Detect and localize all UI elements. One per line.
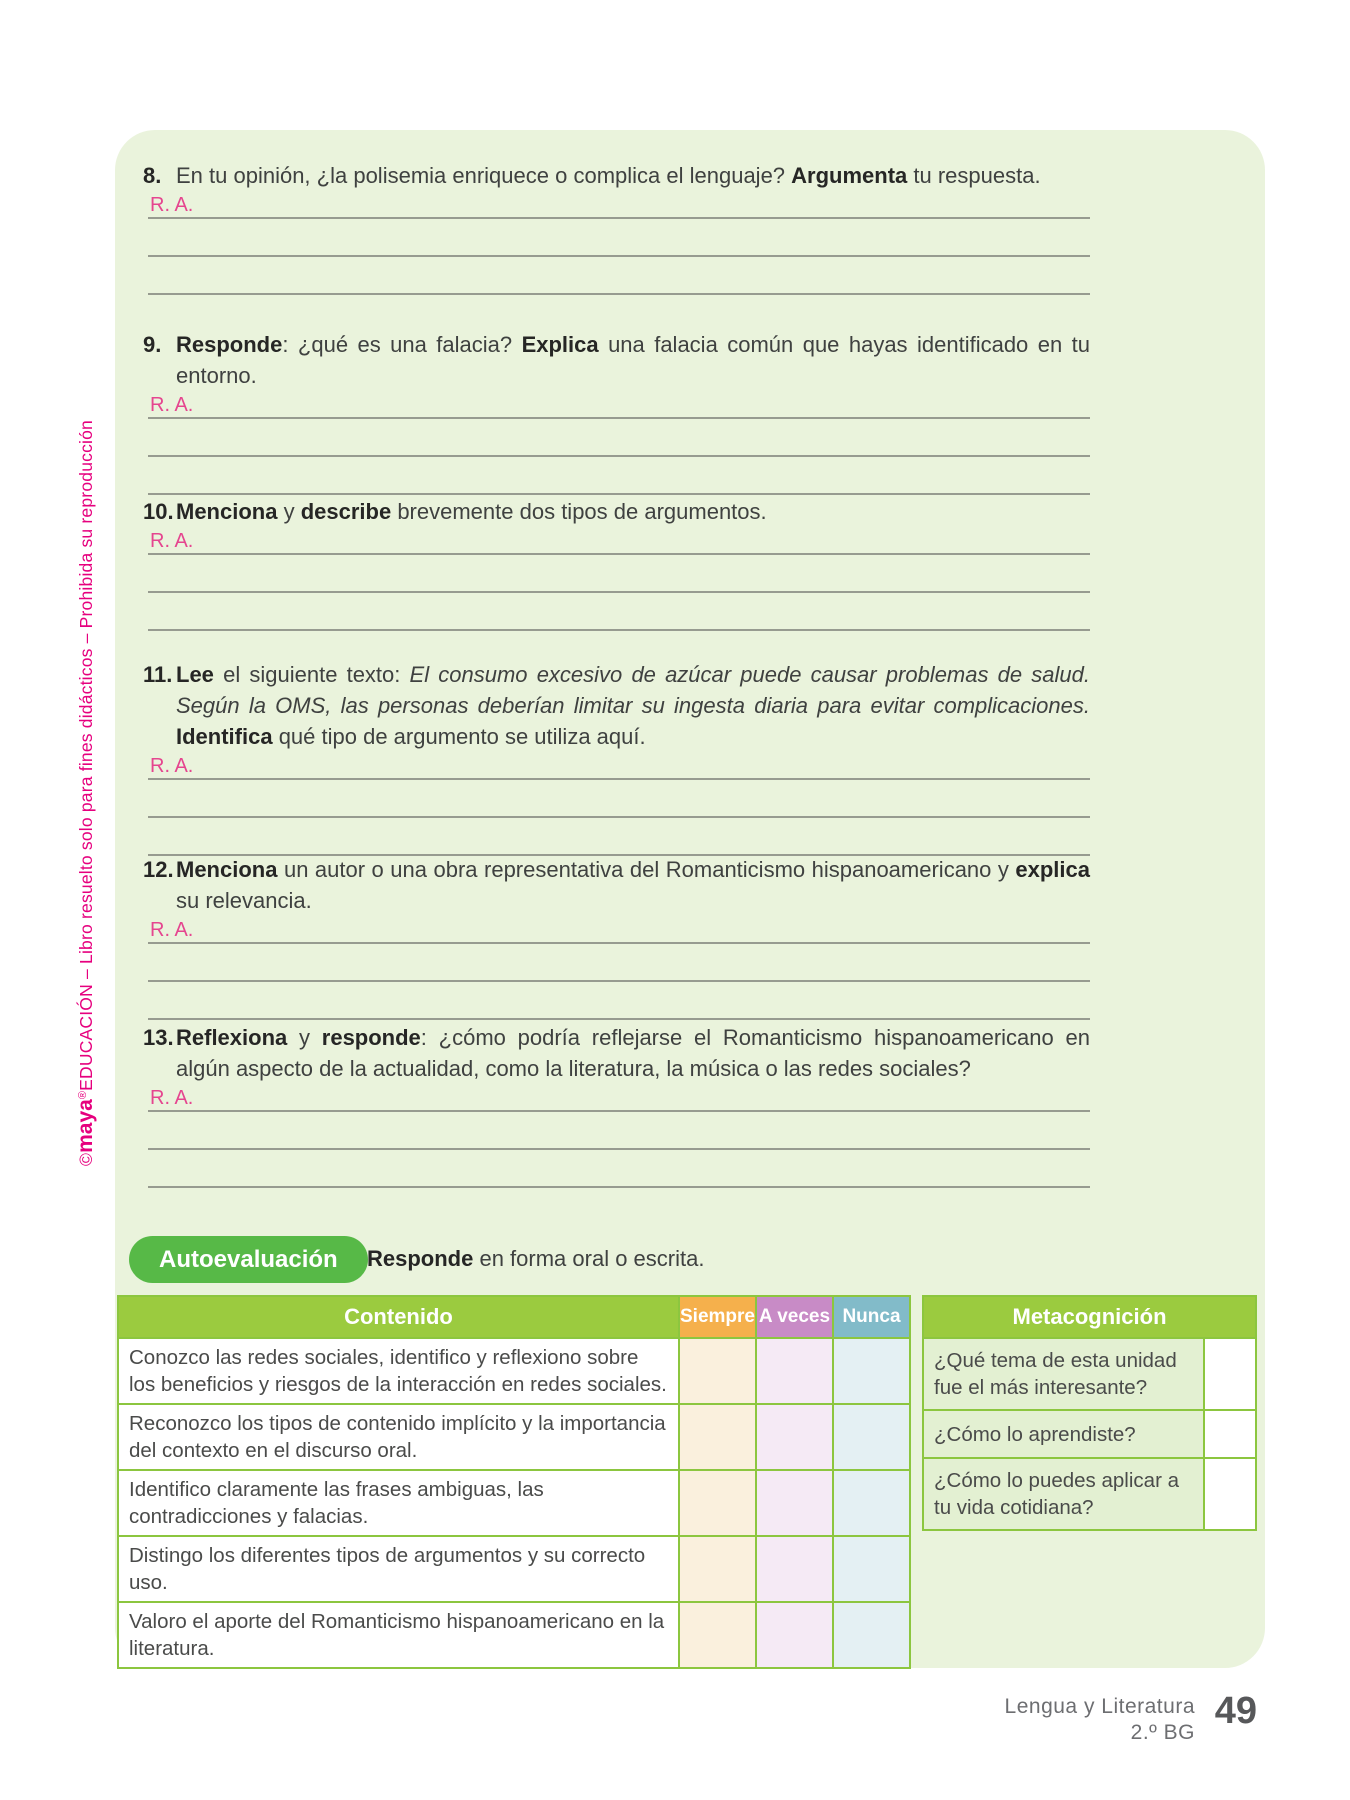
metacognition-answer-cell — [1204, 1338, 1256, 1410]
answer-line — [148, 982, 1090, 1020]
footer-subject — [1005, 1694, 1195, 1746]
checkbox-cell-aveces — [756, 1470, 833, 1536]
answer-area — [143, 1084, 1090, 1188]
question-text — [143, 496, 1090, 527]
table-row — [118, 1536, 910, 1602]
metacognition-question-cell: ¿Cómo lo puedes aplicar a tu vida cotidiana? — [923, 1458, 1204, 1530]
text-segment: EDUCACIÓN – Libro resuelto solo para fines didácticos – Prohibida su reproducción — [76, 420, 96, 1091]
text-segment: Menciona — [176, 499, 278, 524]
question-text — [143, 1022, 1090, 1084]
answer-key-label: R. A. — [150, 394, 194, 416]
answer-line — [148, 457, 1090, 495]
answer-area — [143, 916, 1090, 1020]
checkbox-cell-siempre — [679, 1536, 756, 1602]
text-segment: Explica — [521, 332, 599, 357]
metacognition-table — [922, 1295, 1257, 1531]
question-11 — [143, 659, 1090, 856]
statement-cell: Valoro el aporte del Romanticismo hispanoamericano en la literatura. — [118, 1602, 679, 1668]
table-header-row — [118, 1296, 910, 1338]
self-evaluation-table — [117, 1295, 911, 1669]
text-segment: : ¿qué es una falacia? — [282, 332, 522, 357]
answer-area — [143, 752, 1090, 856]
text-segment: Responde — [176, 332, 283, 357]
text-segment: y — [287, 1025, 322, 1050]
checkbox-cell-nunca — [833, 1404, 910, 1470]
text-segment: Responde — [367, 1246, 474, 1271]
table-row — [923, 1410, 1256, 1458]
answer-line — [148, 1084, 1090, 1112]
metacognition-answer-cell — [1204, 1458, 1256, 1530]
checkbox-cell-aveces — [756, 1536, 833, 1602]
question-number: 8. — [143, 163, 162, 188]
column-header-aveces: A veces — [756, 1296, 833, 1338]
answer-line — [148, 818, 1090, 856]
answer-line — [148, 1112, 1090, 1150]
question-text — [143, 854, 1090, 916]
answer-line — [148, 219, 1090, 257]
text-segment: maya — [74, 1099, 97, 1153]
autoevaluacion-instruction — [367, 1246, 704, 1272]
text-segment: Reflexiona — [176, 1025, 288, 1050]
answer-key-label: R. A. — [150, 530, 194, 552]
column-header-metacognicion: Metacognición — [923, 1296, 1256, 1338]
answer-line — [148, 944, 1090, 982]
text-segment: ® — [77, 1090, 89, 1100]
answer-line — [148, 257, 1090, 295]
question-number: 13. — [143, 1025, 174, 1050]
table-row — [923, 1338, 1256, 1410]
metacognition-question-cell: ¿Cómo lo aprendiste? — [923, 1410, 1204, 1458]
answer-key-label: R. A. — [150, 194, 194, 216]
text-segment: y — [277, 499, 301, 524]
page-number: 49 — [1214, 1690, 1257, 1732]
checkbox-cell-siempre — [679, 1602, 756, 1668]
answer-key-label: R. A. — [150, 755, 194, 777]
text-segment: su relevancia. — [176, 888, 312, 913]
question-text — [143, 659, 1090, 752]
question-12 — [143, 854, 1090, 1020]
statement-cell: Reconozco los tipos de contenido implícito y la importancia del contexto en el discurso oral. — [118, 1404, 679, 1470]
question-8 — [143, 160, 1090, 295]
answer-line — [148, 527, 1090, 555]
answer-line — [148, 419, 1090, 457]
question-10 — [143, 496, 1090, 631]
text-segment: Lee — [176, 662, 214, 687]
checkbox-cell-aveces — [756, 1338, 833, 1404]
text-segment: En tu opinión, ¿la polisemia enriquece o complica el lenguaje? — [176, 163, 792, 188]
column-header-nunca: Nunca — [833, 1296, 910, 1338]
text-segment: un autor o una obra representativa del Romanticismo hispanoamericano y — [277, 857, 1016, 882]
checkbox-cell-siempre — [679, 1404, 756, 1470]
text-segment: una falacia común que hayas identificado en tu entorno. — [176, 332, 1090, 388]
table-row — [118, 1404, 910, 1470]
answer-line — [148, 916, 1090, 944]
copyright-watermark — [74, 420, 98, 1166]
text-segment: qué tipo de argumento se utiliza aquí. — [272, 724, 646, 749]
statement-cell: Identifico claramente las frases ambiguas, las contradicciones y falacias. — [118, 1470, 679, 1536]
text-segment: Menciona — [176, 857, 278, 882]
checkbox-cell-siempre — [679, 1470, 756, 1536]
text-segment: el siguiente texto: — [213, 662, 410, 687]
question-13 — [143, 1022, 1090, 1188]
table-row — [118, 1470, 910, 1536]
answer-line — [148, 752, 1090, 780]
footer-subject-line: Lengua y Literatura — [1004, 1695, 1195, 1718]
answer-area — [143, 391, 1090, 495]
checkbox-cell-nunca — [833, 1470, 910, 1536]
column-header-siempre: Siempre — [679, 1296, 756, 1338]
question-text — [143, 329, 1090, 391]
question-number: 10. — [143, 499, 174, 524]
checkbox-cell-aveces — [756, 1602, 833, 1668]
metacognition-answer-cell — [1204, 1410, 1256, 1458]
answer-line — [148, 191, 1090, 219]
answer-line — [148, 1150, 1090, 1188]
text-segment: : ¿cómo podría reflejarse el Romanticismo hispanoamericano en algún aspecto de la actualidad, como la literatura, la música o las redes sociales? — [176, 1025, 1090, 1081]
question-number: 12. — [143, 857, 174, 882]
checkbox-cell-siempre — [679, 1338, 756, 1404]
question-text — [143, 160, 1090, 191]
text-segment: El consumo excesivo de azúcar puede causar problemas de salud. Según la OMS, las personas deberían limitar su ingesta diaria para evitar complicaciones. — [176, 662, 1090, 718]
checkbox-cell-nunca — [833, 1338, 910, 1404]
answer-line — [148, 391, 1090, 419]
answer-key-label: R. A. — [150, 1087, 194, 1109]
checkbox-cell-nunca — [833, 1602, 910, 1668]
question-9 — [143, 329, 1090, 495]
table-row — [118, 1338, 910, 1404]
text-segment: © — [76, 1152, 96, 1166]
table-header-row — [923, 1296, 1256, 1338]
text-segment: tu respuesta. — [907, 163, 1041, 188]
answer-line — [148, 780, 1090, 818]
checkbox-cell-aveces — [756, 1404, 833, 1470]
worksheet-panel — [115, 130, 1265, 1668]
statement-cell: Distingo los diferentes tipos de argumentos y su correcto uso. — [118, 1536, 679, 1602]
question-number: 9. — [143, 332, 162, 357]
answer-area — [143, 191, 1090, 295]
autoevaluacion-badge — [129, 1236, 368, 1283]
answer-key-label: R. A. — [150, 919, 194, 941]
text-segment: explica — [1015, 857, 1090, 882]
table-row — [923, 1458, 1256, 1530]
text-segment: describe — [300, 499, 392, 524]
answer-area — [143, 527, 1090, 631]
column-header-contenido: Contenido — [118, 1296, 679, 1338]
table-row — [118, 1602, 910, 1668]
text-segment: Argumenta — [791, 163, 908, 188]
checkbox-cell-nunca — [833, 1536, 910, 1602]
text-segment: en forma oral o escrita. — [473, 1246, 705, 1271]
statement-cell: Conozco las redes sociales, identifico y reflexiono sobre los beneficios y riesgos de la interacción en redes sociales. — [118, 1338, 679, 1404]
text-segment: Identifica — [176, 724, 273, 749]
text-segment: brevemente dos tipos de argumentos. — [391, 499, 767, 524]
autoevaluacion-badge-label: Autoevaluación — [159, 1245, 338, 1273]
answer-line — [148, 555, 1090, 593]
metacognition-question-cell: ¿Qué tema de esta unidad fue el más interesante? — [923, 1338, 1204, 1410]
question-number: 11. — [143, 662, 173, 687]
answer-line — [148, 593, 1090, 631]
footer-grade-line: 2.º BG — [1130, 1721, 1195, 1744]
text-segment: responde — [321, 1025, 421, 1050]
